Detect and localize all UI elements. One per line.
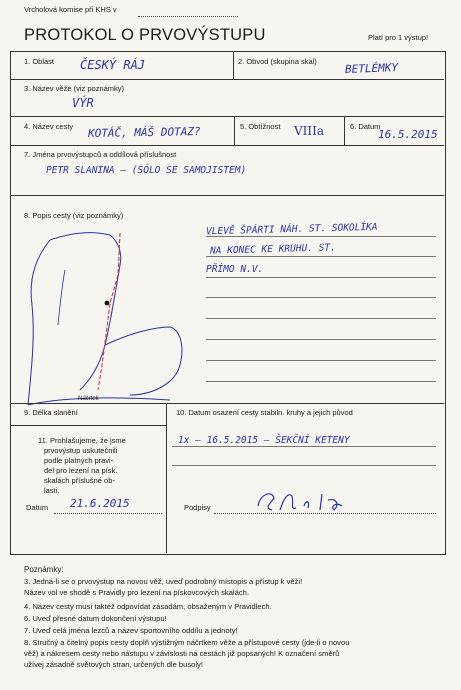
row-divider-9 <box>10 425 166 426</box>
description-line-2: NA KONEC KE KRUHU. ST. <box>209 242 336 257</box>
notes-title: Poznámky: <box>24 565 64 574</box>
note-line-3: 4. Název cesty musí taktéž odpovídat zásadám, obsaženým v Pravidlech. <box>24 602 272 611</box>
climbers-label: 7. Jména prvovýstupců a oddílová příslušnost <box>24 150 177 159</box>
note-line-2: Název vol ve shodě s Pravidly pro lezení na pískovcových skalách. <box>24 588 249 597</box>
district-value: BETLÉMKY <box>344 61 399 76</box>
col-divider-4 <box>234 116 235 145</box>
route-value: KOTÁČ, MÁŠ DOTAZ? <box>87 125 201 140</box>
signing-date-label: Datum <box>26 503 49 512</box>
sketch-route-line <box>98 233 120 390</box>
signing-date-value: 21.6.2015 <box>70 497 130 510</box>
page-title: PROTOKOL O PRVOVÝSTUPU <box>24 26 266 44</box>
description-line-1: VLEVĚ ŠPÁRTI NÁH. ST. SOKOLÍKA <box>205 221 378 238</box>
note-line-8: užívej zásadně světových stran, určených dle busoly! <box>24 660 203 669</box>
description-rule-3 <box>206 277 436 278</box>
description-rule-1 <box>206 236 436 237</box>
note-line-7: věž) a nákresem cesty nebo nástupu v závislosti na cestách již popsaných! K označení směrů <box>24 649 340 658</box>
signature-mark <box>250 486 360 516</box>
area-value: ČESKÝ RÁJ <box>80 58 146 72</box>
declaration-line-1: 11. Prohlašujeme, že jsme <box>38 436 126 445</box>
declaration-line-3: podle platných pravi- <box>44 456 114 465</box>
issuer-blank <box>138 16 238 17</box>
sketch-tower-left <box>28 240 50 405</box>
sketch-bolt-marker <box>105 301 110 306</box>
bolt-rule-2 <box>172 465 436 466</box>
col-divider-5 <box>344 116 345 145</box>
description-line-3: PŘÍMO N.V. <box>206 264 264 275</box>
sketch-neighbour-block <box>105 327 182 395</box>
declaration-line-6: lasti. <box>44 486 60 495</box>
signing-date-blank <box>54 513 162 514</box>
col-divider-1 <box>233 51 234 79</box>
description-rule-7 <box>206 360 436 361</box>
description-rule-4 <box>206 297 436 298</box>
row-divider-8 <box>10 403 444 404</box>
declaration-line-4: del pro lezení na písk. <box>44 466 118 475</box>
climbers-value: PETR SLANINA – (SÓLO SE SAMOJISTEM) <box>46 165 247 176</box>
description-rule-2 <box>206 256 436 257</box>
rappel-label: 9. Délka slanění <box>24 408 78 417</box>
description-rule-6 <box>206 339 436 340</box>
tower-label: 3. Název věže (viz poznámky) <box>24 84 125 93</box>
bolt-rule-1 <box>172 446 436 447</box>
note-line-1: 3. Jedná-li se o prvovýstup na novou věž, uveď podrobný místopis a přístup k věži! <box>24 577 303 586</box>
district-label: 2. Obvod (skupina skal) <box>238 57 317 66</box>
bolt-date-label: 10. Datum osazení cesty stabiln. kruhy a jejich původ <box>176 408 353 417</box>
issuer-label: Vrcholová komise při KHS v <box>24 5 117 14</box>
note-line-5: 7. Uveď celá jména lezců a název sportovního oddílu a jednoty! <box>24 626 238 635</box>
description-rule-5 <box>206 318 436 319</box>
route-sketch <box>10 215 210 415</box>
description-rule-8 <box>206 381 436 382</box>
row-divider-4 <box>10 145 444 146</box>
sketch-tower-top <box>50 233 121 265</box>
row-divider-1 <box>10 79 444 80</box>
date-label-6: 6. Datum <box>350 122 381 131</box>
declaration-line-5: skalách příslušné ob- <box>44 476 115 485</box>
declaration-line-2: prvovýstup uskutečnili <box>44 446 118 455</box>
validity-note: Platí pro 1 výstup! <box>368 33 429 42</box>
sketch-label: Náčrtek <box>78 396 99 402</box>
tower-value: VÝR <box>72 96 94 110</box>
signatures-label: Podpisy <box>184 503 211 512</box>
area-label: 1. Oblast <box>24 57 55 66</box>
col-divider-9 <box>166 403 167 553</box>
row-divider-7 <box>10 195 444 196</box>
route-label: 4. Název cesty <box>24 122 74 131</box>
difficulty-label: 5. Obtížnost <box>240 122 281 131</box>
bolt-date-value: 1x – 16.5.2015 – ŠEKČNÍ KETENY <box>178 435 350 446</box>
note-line-4: 6. Uveď přesné datum dokončení výstupu! <box>24 614 167 623</box>
sketch-crack <box>58 270 65 325</box>
row-divider-3 <box>10 116 444 117</box>
note-line-6: 8. Stručný a čitelný popis cesty doplň výstižným náčrtkem věže a přístupové cesty (jde-li o novou <box>24 638 350 647</box>
difficulty-value: VIIIa <box>294 124 325 138</box>
sketch-tower-right <box>80 265 120 390</box>
date-value-6: 16.5.2015 <box>378 128 438 141</box>
description-label: 8. Popis cesty (viz poznámky) <box>24 211 124 220</box>
